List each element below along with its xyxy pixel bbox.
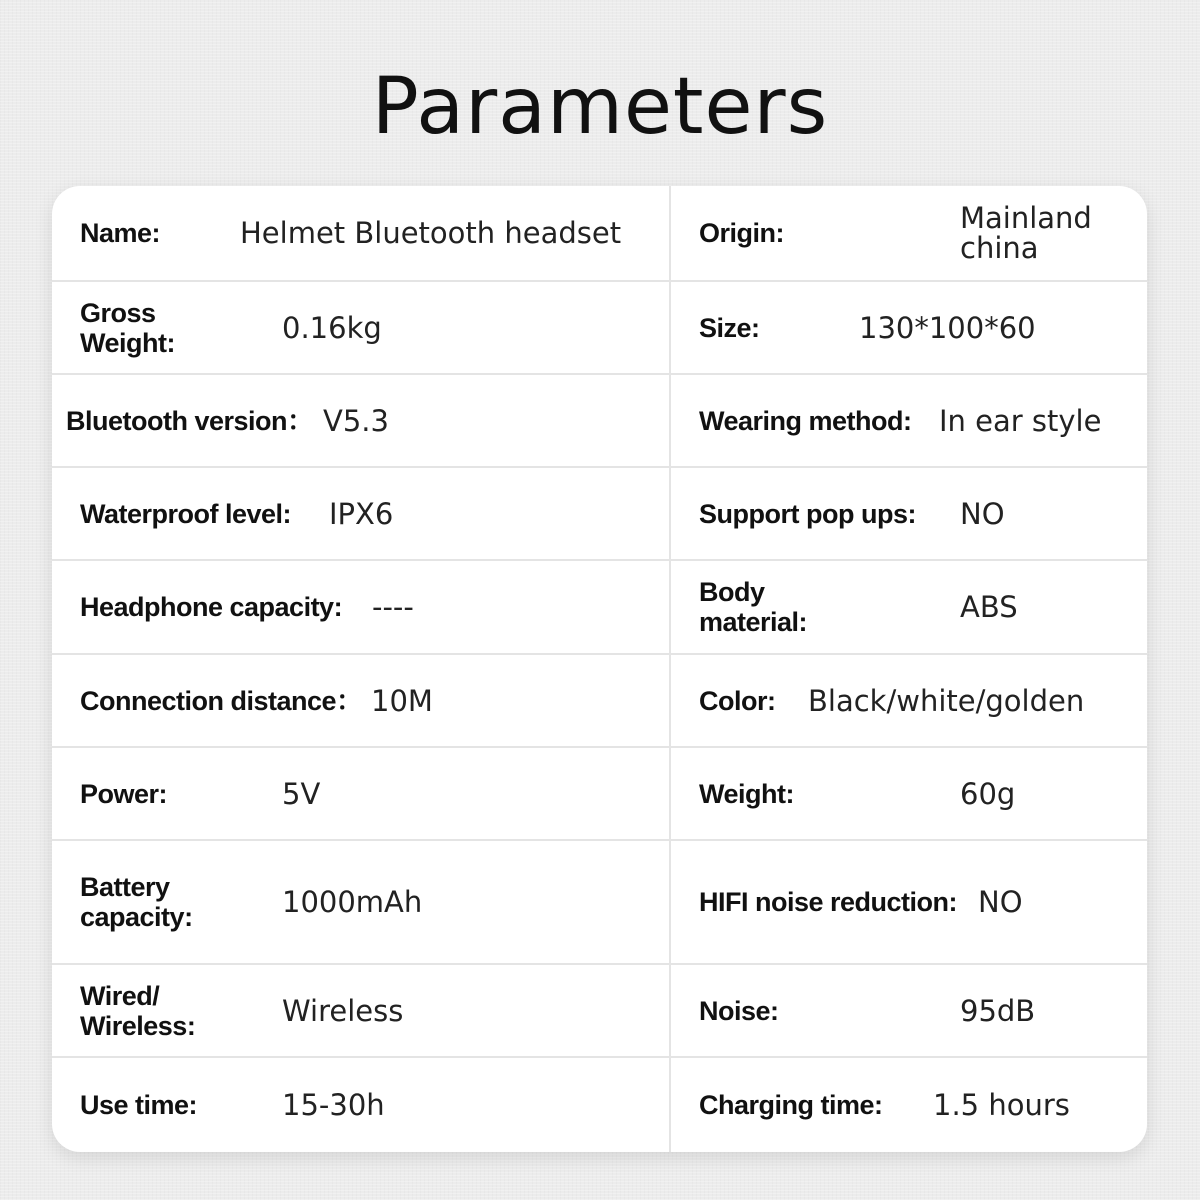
parameters-table: [52, 186, 1147, 1152]
param-value: IPX6: [329, 496, 394, 531]
param-cell-gross-weight: [52, 282, 669, 373]
param-cell-support-pop-ups: [671, 468, 1147, 559]
param-value: Wireless: [282, 993, 404, 1028]
page-title: Parameters: [371, 62, 829, 152]
param-cell-hifi-noise-reduction: [671, 841, 1147, 963]
param-label: Name:: [80, 218, 161, 248]
table-row: [52, 375, 1147, 468]
table-row: [52, 1058, 1147, 1152]
param-value: ABS: [960, 590, 1018, 624]
param-cell-wearing-method: [671, 375, 1147, 466]
param-label: Color:: [699, 685, 776, 716]
param-cell-power: [52, 748, 669, 839]
param-value: 15-30h: [282, 1088, 385, 1122]
param-label: Connection distance：: [80, 685, 363, 716]
param-cell-weight: [671, 748, 1147, 839]
param-cell-noise: [671, 965, 1147, 1056]
table-row: [52, 561, 1147, 655]
param-value: 1000mAh: [282, 885, 423, 919]
param-cell-body-material: [671, 561, 1147, 653]
param-value: NO: [960, 496, 1005, 531]
table-row: [52, 468, 1147, 561]
param-cell-origin: [671, 186, 1147, 280]
param-value: 130*100*60: [859, 310, 1036, 345]
param-label: Weight:: [699, 778, 794, 809]
param-cell-waterproof-level: [52, 468, 669, 559]
param-label: Wearing method:: [699, 405, 912, 436]
param-value: In ear style: [939, 403, 1102, 438]
param-label: Wired/ Wireless:: [80, 980, 196, 1041]
param-cell-charging-time: [671, 1058, 1147, 1152]
param-value: Mainland china: [960, 201, 1092, 265]
param-cell-color: [671, 655, 1147, 746]
param-value: 0.16kg: [282, 310, 382, 345]
param-label: HIFI noise reduction:: [699, 887, 958, 917]
param-value: 60g: [960, 776, 1016, 811]
param-value: Helmet Bluetooth headset: [240, 216, 622, 250]
param-label: Battery capacity:: [80, 872, 193, 932]
param-label: Waterproof level:: [80, 498, 292, 529]
param-value: NO: [978, 885, 1023, 919]
param-label: Size:: [699, 312, 760, 343]
param-value: 5V: [282, 776, 321, 811]
param-label: Support pop ups:: [699, 498, 916, 529]
param-value: ----: [372, 590, 414, 624]
table-row: [52, 282, 1147, 375]
param-label: Body material:: [699, 577, 808, 637]
table-row: [52, 655, 1147, 748]
param-value: 95dB: [960, 993, 1036, 1028]
param-label: Bluetooth version：: [66, 405, 314, 436]
table-row: [52, 186, 1147, 282]
param-label: Power:: [80, 778, 168, 809]
param-value: Black/white/golden: [808, 683, 1085, 718]
param-cell-name: [52, 186, 669, 280]
param-label: Headphone capacity:: [80, 592, 343, 622]
param-cell-connection-distance: [52, 655, 669, 746]
param-cell-use-time: [52, 1058, 669, 1152]
param-label: Gross Weight:: [80, 297, 175, 358]
table-row: [52, 748, 1147, 841]
param-cell-size: [671, 282, 1147, 373]
param-cell-bluetooth-version: [52, 375, 669, 466]
param-cell-wired-wireless: [52, 965, 669, 1056]
param-cell-battery-capacity: [52, 841, 669, 963]
param-cell-headphone-capacity: [52, 561, 669, 653]
param-value: V5.3: [323, 403, 389, 438]
param-value: 10M: [371, 683, 433, 718]
param-label: Use time:: [80, 1090, 198, 1120]
param-label: Charging time:: [699, 1090, 883, 1120]
param-label: Origin:: [699, 218, 784, 248]
param-value: 1.5 hours: [933, 1088, 1070, 1122]
table-row: [52, 965, 1147, 1058]
table-row: [52, 841, 1147, 965]
param-label: Noise:: [699, 995, 779, 1026]
